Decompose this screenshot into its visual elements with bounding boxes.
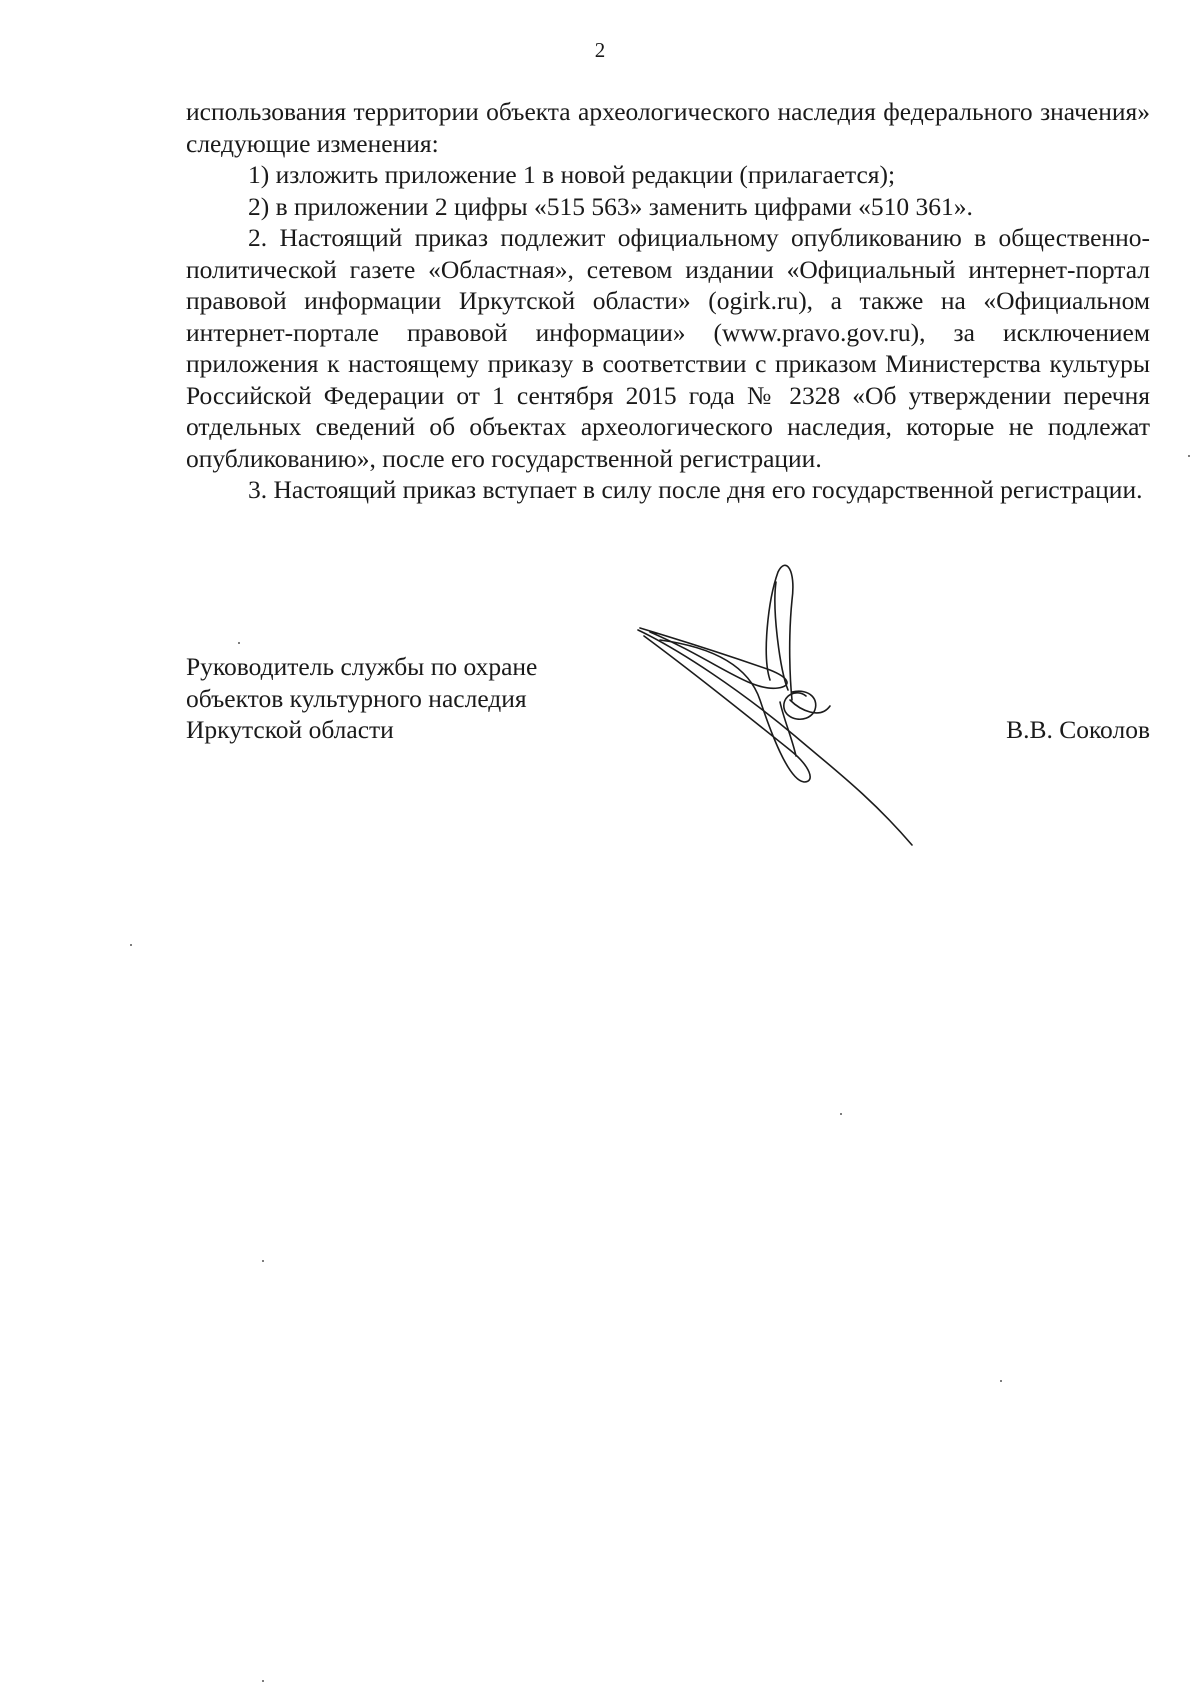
signer-position-line: Руководитель службы по охране [186,652,538,681]
paragraph-publication: 2. Настоящий приказ подлежит официальному опубликованию в общественно-политической газете «Областная», сетевом издании «Официальный интернет-портал правовой информации Иркутской области» (ogirk.ru), а также на «Официальном интернет-портале правовой информации» (www.pravo.gov.ru), за исключением приложения к настоящему приказу в соответствии с приказом Министерства культуры Российской Федерации от 1 сентября 2015 года № 2328 «Об утверждении перечня отдельных сведений об объектах археологического наследия, которые не подлежат опубликованию», после его государственной регистрации. [186,223,1150,473]
page-number: 2 [594,38,606,62]
paragraph-item-2: 2) в приложении 2 цифры «515 563» заменить цифрами «510 361». [248,191,973,221]
scan-speck [840,1113,842,1115]
paragraph-continuation: использования территории объекта археологического наследия федерального значения» следующие изменения: [186,97,1150,158]
scan-speck [238,642,240,644]
paragraph-item-1: 1) изложить приложение 1 в новой редакции (прилагается); [248,160,896,189]
document-body [186,96,1150,506]
signer-position-line: объектов культурного наследия [186,683,527,713]
scan-speck [262,1680,264,1682]
paragraph-effective-date: 3. Настоящий приказ вступает в силу после дня его государственной регистрации. [248,475,1143,504]
scan-speck [1000,1380,1002,1382]
scan-speck [1188,455,1190,457]
scan-speck [130,944,132,946]
signer-position-line: Иркутской области [186,715,394,744]
signer-position [186,651,606,746]
handwritten-signature [620,560,920,860]
scan-speck [262,1260,264,1262]
signer-name: В.В. Соколов [1006,715,1150,744]
